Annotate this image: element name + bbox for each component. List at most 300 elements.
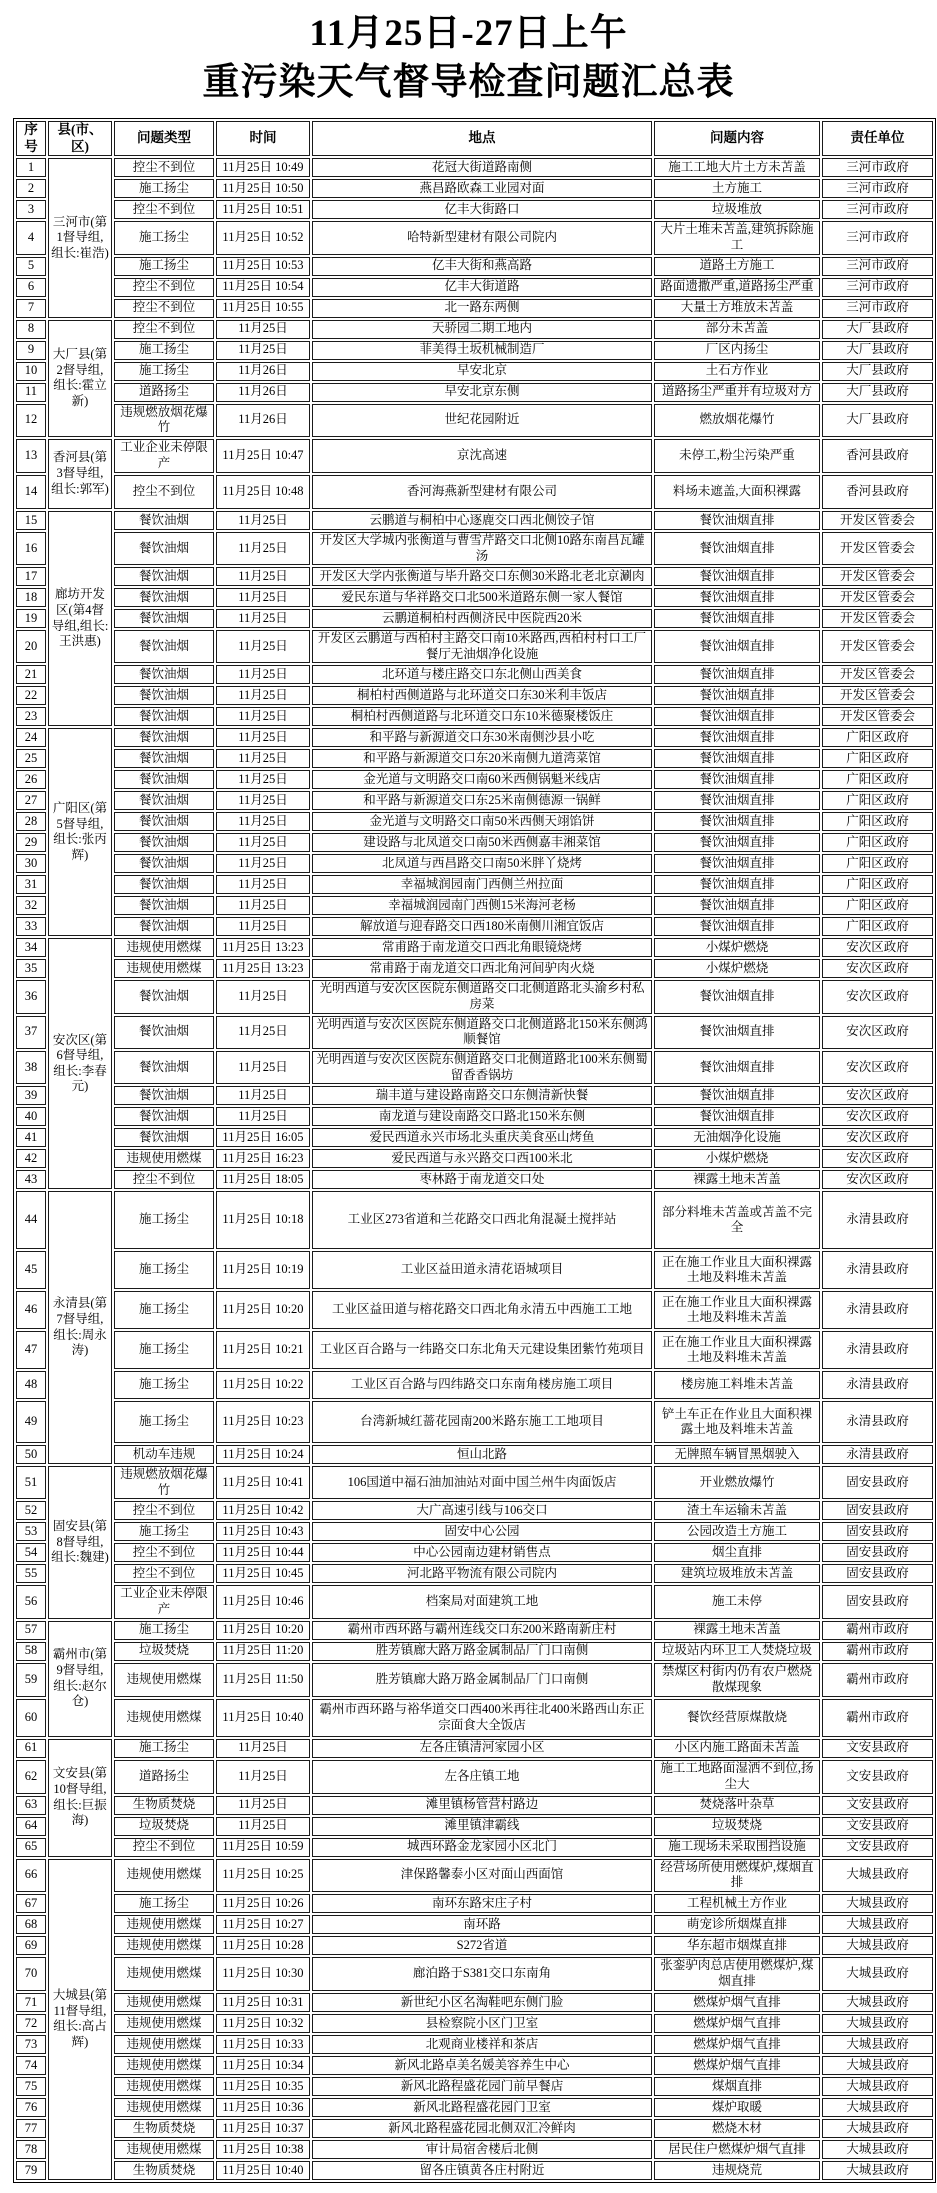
location-cell: 新风北路程盛花园门卫室 bbox=[312, 2098, 652, 2117]
problem-type-cell: 施工扬尘 bbox=[114, 257, 214, 276]
problem-type-cell: 工业企业未停限产 bbox=[114, 1585, 214, 1618]
row-number-cell: 35 bbox=[16, 959, 46, 978]
time-cell: 11月25日 16:05 bbox=[216, 1128, 310, 1147]
table-row bbox=[16, 1993, 933, 2012]
problem-type-cell: 餐饮油烟 bbox=[114, 980, 214, 1013]
unit-cell: 安次区政府 bbox=[822, 959, 933, 978]
time-cell: 11月25日 bbox=[216, 728, 310, 747]
issue-cell: 餐饮油烟直排 bbox=[654, 1086, 820, 1105]
time-cell: 11月25日 10:25 bbox=[216, 1859, 310, 1892]
problem-type-cell: 餐饮油烟 bbox=[114, 770, 214, 789]
unit-cell: 安次区政府 bbox=[822, 1170, 933, 1189]
unit-cell: 广阳区政府 bbox=[822, 749, 933, 768]
issue-cell: 餐饮油烟直排 bbox=[654, 854, 820, 873]
row-number-cell: 19 bbox=[16, 609, 46, 628]
unit-cell: 三河市政府 bbox=[822, 158, 933, 177]
row-number-cell: 10 bbox=[16, 362, 46, 381]
time-cell: 11月25日 10:28 bbox=[216, 1936, 310, 1955]
problem-type-cell: 控尘不到位 bbox=[114, 200, 214, 219]
table-row bbox=[16, 1894, 933, 1913]
time-cell: 11月25日 bbox=[216, 707, 310, 726]
location-cell: 北环道与楼庄路交口东北侧山西美食 bbox=[312, 665, 652, 684]
unit-cell: 大城县政府 bbox=[822, 1859, 933, 1892]
row-number-cell: 27 bbox=[16, 791, 46, 810]
county-cell: 固安县(第8督导组,组长:魏建) bbox=[48, 1466, 112, 1619]
unit-cell: 开发区管委会 bbox=[822, 707, 933, 726]
problem-type-cell: 施工扬尘 bbox=[114, 1621, 214, 1640]
row-number-cell: 66 bbox=[16, 1859, 46, 1892]
problem-type-cell: 控尘不到位 bbox=[114, 158, 214, 177]
unit-cell: 香河县政府 bbox=[822, 439, 933, 473]
table-row bbox=[16, 299, 933, 318]
location-cell: 亿丰大街路口 bbox=[312, 200, 652, 219]
time-cell: 11月25日 10:49 bbox=[216, 158, 310, 177]
table-row bbox=[16, 1051, 933, 1084]
time-cell: 11月25日 10:53 bbox=[216, 257, 310, 276]
time-cell: 11月25日 10:20 bbox=[216, 1621, 310, 1640]
unit-cell: 大城县政府 bbox=[822, 2119, 933, 2138]
problem-type-cell: 施工扬尘 bbox=[114, 341, 214, 360]
unit-cell: 霸州市政府 bbox=[822, 1699, 933, 1737]
table-row bbox=[16, 1191, 933, 1249]
row-number-cell: 61 bbox=[16, 1739, 46, 1758]
row-number-cell: 79 bbox=[16, 2161, 46, 2180]
time-cell: 11月25日 10:19 bbox=[216, 1251, 310, 1289]
table-row bbox=[16, 588, 933, 607]
problem-type-cell: 餐饮油烟 bbox=[114, 1051, 214, 1084]
time-cell: 11月26日 bbox=[216, 404, 310, 437]
time-cell: 11月25日 10:31 bbox=[216, 1993, 310, 2012]
location-cell: 香河海燕新型建材有限公司 bbox=[312, 475, 652, 509]
problem-type-cell: 餐饮油烟 bbox=[114, 511, 214, 530]
problem-type-cell: 违规使用燃煤 bbox=[114, 2035, 214, 2054]
location-cell: 霸州市西环路与裕华道交口西400米再往北400米路西山东正宗面食大全饭店 bbox=[312, 1699, 652, 1737]
location-cell: 胜芳镇廊大路万路金属制品厂门口南侧 bbox=[312, 1663, 652, 1697]
row-number-cell: 40 bbox=[16, 1107, 46, 1126]
issue-cell: 燃煤炉烟气直排 bbox=[654, 2056, 820, 2075]
problem-type-cell: 餐饮油烟 bbox=[114, 1086, 214, 1105]
time-cell: 11月25日 10:43 bbox=[216, 1522, 310, 1541]
row-number-cell: 48 bbox=[16, 1371, 46, 1399]
table-row bbox=[16, 1522, 933, 1541]
table-row bbox=[16, 917, 933, 936]
table-row bbox=[16, 959, 933, 978]
time-cell: 11月25日 10:54 bbox=[216, 278, 310, 297]
row-number-cell: 77 bbox=[16, 2119, 46, 2138]
problem-type-cell: 餐饮油烟 bbox=[114, 567, 214, 586]
issue-cell: 道路土方施工 bbox=[654, 257, 820, 276]
location-cell: 光明西道与安次区医院东侧道路交口北侧道路北100米东侧蜀留香香锅坊 bbox=[312, 1051, 652, 1084]
issue-cell: 小区内施工路面未苫盖 bbox=[654, 1739, 820, 1758]
issue-cell: 部分料堆未苫盖或苫盖不完全 bbox=[654, 1191, 820, 1249]
location-cell: 早安北京 bbox=[312, 362, 652, 381]
location-cell: 审计局宿舍楼后北侧 bbox=[312, 2140, 652, 2159]
issue-cell: 餐饮油烟直排 bbox=[654, 630, 820, 663]
row-number-cell: 75 bbox=[16, 2077, 46, 2096]
problem-type-cell: 违规使用燃煤 bbox=[114, 2098, 214, 2117]
row-number-cell: 46 bbox=[16, 1291, 46, 1329]
time-cell: 11月25日 11:50 bbox=[216, 1663, 310, 1697]
row-number-cell: 64 bbox=[16, 1817, 46, 1836]
time-cell: 11月25日 10:55 bbox=[216, 299, 310, 318]
row-number-cell: 22 bbox=[16, 686, 46, 705]
problem-type-cell: 餐饮油烟 bbox=[114, 609, 214, 628]
location-cell: 工业区益田道永清花语城项目 bbox=[312, 1251, 652, 1289]
issue-cell: 餐饮油烟直排 bbox=[654, 875, 820, 894]
table-row bbox=[16, 1371, 933, 1399]
table-row bbox=[16, 1621, 933, 1640]
unit-cell: 广阳区政府 bbox=[822, 896, 933, 915]
time-cell: 11月25日 bbox=[216, 1086, 310, 1105]
issue-cell: 厂区内扬尘 bbox=[654, 341, 820, 360]
row-number-cell: 52 bbox=[16, 1501, 46, 1520]
unit-cell: 广阳区政府 bbox=[822, 917, 933, 936]
unit-cell: 大城县政府 bbox=[822, 1993, 933, 2012]
problem-type-cell: 餐饮油烟 bbox=[114, 854, 214, 873]
time-cell: 11月25日 13:23 bbox=[216, 959, 310, 978]
table-row bbox=[16, 1760, 933, 1794]
unit-cell: 大城县政府 bbox=[822, 1936, 933, 1955]
time-cell: 11月25日 bbox=[216, 791, 310, 810]
issue-cell: 施工工地大片土方未苫盖 bbox=[654, 158, 820, 177]
location-cell: 云鹏道与桐柏中心逐鹿交口西北侧饺子馆 bbox=[312, 511, 652, 530]
location-cell: 中心公园南边建材销售点 bbox=[312, 1543, 652, 1562]
problem-type-cell: 餐饮油烟 bbox=[114, 1016, 214, 1049]
issue-cell: 餐饮油烟直排 bbox=[654, 532, 820, 565]
time-cell: 11月25日 10:36 bbox=[216, 2098, 310, 2117]
issue-cell: 餐饮油烟直排 bbox=[654, 707, 820, 726]
table-row bbox=[16, 980, 933, 1013]
location-cell: 恒山北路 bbox=[312, 1445, 652, 1464]
time-cell: 11月25日 bbox=[216, 1016, 310, 1049]
time-cell: 11月25日 bbox=[216, 532, 310, 565]
unit-cell: 大城县政府 bbox=[822, 1915, 933, 1934]
time-cell: 11月25日 bbox=[216, 588, 310, 607]
row-number-cell: 56 bbox=[16, 1585, 46, 1618]
location-cell: 枣林路于南龙道交口处 bbox=[312, 1170, 652, 1189]
table-row bbox=[16, 404, 933, 437]
row-number-cell: 60 bbox=[16, 1699, 46, 1737]
table-row bbox=[16, 728, 933, 747]
table-row bbox=[16, 1086, 933, 1105]
table-row bbox=[16, 1796, 933, 1815]
unit-cell: 广阳区政府 bbox=[822, 812, 933, 831]
time-cell: 11月25日 11:20 bbox=[216, 1642, 310, 1661]
unit-cell: 开发区管委会 bbox=[822, 609, 933, 628]
issue-cell: 煤炉取暖 bbox=[654, 2098, 820, 2117]
time-cell: 11月25日 bbox=[216, 630, 310, 663]
unit-cell: 永清县政府 bbox=[822, 1291, 933, 1329]
table-row bbox=[16, 362, 933, 381]
issue-cell: 燃烧木材 bbox=[654, 2119, 820, 2138]
header-cell: 时间 bbox=[216, 121, 310, 157]
unit-cell: 开发区管委会 bbox=[822, 511, 933, 530]
table-row bbox=[16, 320, 933, 339]
unit-cell: 大城县政府 bbox=[822, 2014, 933, 2033]
location-cell: 城西环路金龙家园小区北门 bbox=[312, 1838, 652, 1857]
issue-cell: 垃圾站内环卫工人焚烧垃圾 bbox=[654, 1642, 820, 1661]
unit-cell: 大城县政府 bbox=[822, 2056, 933, 2075]
problem-type-cell: 控尘不到位 bbox=[114, 1838, 214, 1857]
issue-cell: 道路扬尘严重并有垃圾对方 bbox=[654, 383, 820, 402]
issue-cell: 渣土车运输未苫盖 bbox=[654, 1501, 820, 1520]
row-number-cell: 58 bbox=[16, 1642, 46, 1661]
location-cell: 爱民西道与永兴路交口西100米北 bbox=[312, 1149, 652, 1168]
problem-type-cell: 施工扬尘 bbox=[114, 179, 214, 198]
unit-cell: 霸州市政府 bbox=[822, 1642, 933, 1661]
time-cell: 11月25日 bbox=[216, 609, 310, 628]
location-cell: 南龙道与建设南路交口路北150米东侧 bbox=[312, 1107, 652, 1126]
row-number-cell: 72 bbox=[16, 2014, 46, 2033]
problem-type-cell: 控尘不到位 bbox=[114, 1501, 214, 1520]
row-number-cell: 49 bbox=[16, 1401, 46, 1443]
unit-cell: 文安县政府 bbox=[822, 1760, 933, 1794]
table-row bbox=[16, 896, 933, 915]
table-row bbox=[16, 1739, 933, 1758]
time-cell: 11月25日 10:23 bbox=[216, 1401, 310, 1443]
issue-cell: 餐饮油烟直排 bbox=[654, 511, 820, 530]
location-cell: 早安北京东侧 bbox=[312, 383, 652, 402]
row-number-cell: 6 bbox=[16, 278, 46, 297]
row-number-cell: 20 bbox=[16, 630, 46, 663]
problem-type-cell: 餐饮油烟 bbox=[114, 875, 214, 894]
issue-cell: 餐饮油烟直排 bbox=[654, 1051, 820, 1084]
row-number-cell: 69 bbox=[16, 1936, 46, 1955]
row-number-cell: 33 bbox=[16, 917, 46, 936]
table-row bbox=[16, 1331, 933, 1369]
row-number-cell: 3 bbox=[16, 200, 46, 219]
row-number-cell: 37 bbox=[16, 1016, 46, 1049]
unit-cell: 广阳区政府 bbox=[822, 791, 933, 810]
unit-cell: 安次区政府 bbox=[822, 980, 933, 1013]
location-cell: 南环东路宋庄子村 bbox=[312, 1894, 652, 1913]
table-row bbox=[16, 1445, 933, 1464]
header-cell: 问题类型 bbox=[114, 121, 214, 157]
unit-cell: 固安县政府 bbox=[822, 1522, 933, 1541]
problem-type-cell: 违规使用燃煤 bbox=[114, 2140, 214, 2159]
location-cell: 胜芳镇廊大路万路金属制品厂门口南侧 bbox=[312, 1642, 652, 1661]
table-row bbox=[16, 1585, 933, 1618]
problem-type-cell: 违规燃放烟花爆竹 bbox=[114, 1466, 214, 1499]
location-cell: 新风北路卓美名媛美容养生中心 bbox=[312, 2056, 652, 2075]
problem-type-cell: 施工扬尘 bbox=[114, 1522, 214, 1541]
time-cell: 11月25日 10:33 bbox=[216, 2035, 310, 2054]
issue-cell: 餐饮油烟直排 bbox=[654, 917, 820, 936]
issue-cell: 部分未苫盖 bbox=[654, 320, 820, 339]
problem-type-cell: 餐饮油烟 bbox=[114, 1128, 214, 1147]
unit-cell: 大厂县政府 bbox=[822, 341, 933, 360]
unit-cell: 开发区管委会 bbox=[822, 630, 933, 663]
issue-cell: 餐饮油烟直排 bbox=[654, 833, 820, 852]
location-cell: 和平路与新源道交口东25米南侧德源一锅鲜 bbox=[312, 791, 652, 810]
row-number-cell: 34 bbox=[16, 938, 46, 957]
issue-cell: 垃圾堆放 bbox=[654, 200, 820, 219]
issue-cell: 餐饮油烟直排 bbox=[654, 770, 820, 789]
issue-cell: 餐饮油烟直排 bbox=[654, 749, 820, 768]
problem-type-cell: 违规使用燃煤 bbox=[114, 1915, 214, 1934]
table-row bbox=[16, 383, 933, 402]
time-cell: 11月25日 bbox=[216, 1051, 310, 1084]
issue-cell: 裸露土地未苫盖 bbox=[654, 1170, 820, 1189]
issue-cell: 餐饮油烟直排 bbox=[654, 1016, 820, 1049]
table-row bbox=[16, 1251, 933, 1289]
problem-type-cell: 控尘不到位 bbox=[114, 278, 214, 297]
row-number-cell: 12 bbox=[16, 404, 46, 437]
issue-cell: 燃放烟花爆竹 bbox=[654, 404, 820, 437]
location-cell: 开发区云鹏道与西柏村主路交口南10米路西,西柏村村口工厂餐厅无油烟净化设施 bbox=[312, 630, 652, 663]
issue-cell: 路面遗撒严重,道路扬尘严重 bbox=[654, 278, 820, 297]
problem-type-cell: 餐饮油烟 bbox=[114, 791, 214, 810]
row-number-cell: 32 bbox=[16, 896, 46, 915]
location-cell: 左各庄镇工地 bbox=[312, 1760, 652, 1794]
issue-cell: 未停工,粉尘污染严重 bbox=[654, 439, 820, 473]
table-row bbox=[16, 1642, 933, 1661]
time-cell: 11月25日 10:45 bbox=[216, 1564, 310, 1583]
table-row bbox=[16, 2140, 933, 2159]
row-number-cell: 18 bbox=[16, 588, 46, 607]
location-cell: 新世纪小区名淘鞋吧东侧门脸 bbox=[312, 1993, 652, 2012]
row-number-cell: 30 bbox=[16, 854, 46, 873]
problem-type-cell: 施工扬尘 bbox=[114, 1331, 214, 1369]
unit-cell: 大厂县政府 bbox=[822, 383, 933, 402]
issue-cell: 土石方作业 bbox=[654, 362, 820, 381]
issue-cell: 建筑垃圾堆放未苫盖 bbox=[654, 1564, 820, 1583]
time-cell: 11月25日 10:32 bbox=[216, 2014, 310, 2033]
header-cell: 县(市、区) bbox=[48, 121, 112, 157]
row-number-cell: 14 bbox=[16, 475, 46, 509]
location-cell: S272省道 bbox=[312, 1936, 652, 1955]
unit-cell: 大城县政府 bbox=[822, 2077, 933, 2096]
unit-cell: 三河市政府 bbox=[822, 257, 933, 276]
table-row bbox=[16, 257, 933, 276]
table-row bbox=[16, 665, 933, 684]
time-cell: 11月25日 bbox=[216, 833, 310, 852]
table-row bbox=[16, 938, 933, 957]
unit-cell: 大城县政府 bbox=[822, 1894, 933, 1913]
row-number-cell: 54 bbox=[16, 1543, 46, 1562]
unit-cell: 开发区管委会 bbox=[822, 588, 933, 607]
unit-cell: 固安县政府 bbox=[822, 1501, 933, 1520]
inspection-summary-table bbox=[13, 118, 936, 2183]
issue-cell: 华东超市烟煤直排 bbox=[654, 1936, 820, 1955]
location-cell: 金光道与文明路交口南50米西侧天翊馅饼 bbox=[312, 812, 652, 831]
unit-cell: 文安县政府 bbox=[822, 1796, 933, 1815]
issue-cell: 餐饮经营原煤散烧 bbox=[654, 1699, 820, 1737]
problem-type-cell: 违规使用燃煤 bbox=[114, 1149, 214, 1168]
row-number-cell: 68 bbox=[16, 1915, 46, 1934]
table-row bbox=[16, 475, 933, 509]
table-row bbox=[16, 1859, 933, 1892]
location-cell: 幸福城润园南门西侧15米海河老杨 bbox=[312, 896, 652, 915]
location-cell: 县检察院小区门卫室 bbox=[312, 2014, 652, 2033]
row-number-cell: 74 bbox=[16, 2056, 46, 2075]
table-row bbox=[16, 2035, 933, 2054]
issue-cell: 土方施工 bbox=[654, 179, 820, 198]
problem-type-cell: 违规使用燃煤 bbox=[114, 938, 214, 957]
unit-cell: 三河市政府 bbox=[822, 200, 933, 219]
issue-cell: 小煤炉燃烧 bbox=[654, 938, 820, 957]
table-row bbox=[16, 1170, 933, 1189]
location-cell: 常甫路于南龙道交口西北角眼镜烧烤 bbox=[312, 938, 652, 957]
table-row bbox=[16, 221, 933, 254]
location-cell: 左各庄镇清河家园小区 bbox=[312, 1739, 652, 1758]
time-cell: 11月25日 10:47 bbox=[216, 439, 310, 473]
issue-cell: 煤烟直排 bbox=[654, 2077, 820, 2096]
location-cell: 建设路与北凤道交口南50米西侧嘉丰湘菜馆 bbox=[312, 833, 652, 852]
table-row bbox=[16, 2056, 933, 2075]
table-row bbox=[16, 749, 933, 768]
table-row bbox=[16, 1128, 933, 1147]
header-cell: 序号 bbox=[16, 121, 46, 157]
row-number-cell: 55 bbox=[16, 1564, 46, 1583]
time-cell: 11月25日 bbox=[216, 770, 310, 789]
problem-type-cell: 施工扬尘 bbox=[114, 1371, 214, 1399]
issue-cell: 餐饮油烟直排 bbox=[654, 980, 820, 1013]
time-cell: 11月25日 bbox=[216, 854, 310, 873]
issue-cell: 餐饮油烟直排 bbox=[654, 588, 820, 607]
table-row bbox=[16, 1817, 933, 1836]
row-number-cell: 43 bbox=[16, 1170, 46, 1189]
problem-type-cell: 控尘不到位 bbox=[114, 475, 214, 509]
row-number-cell: 53 bbox=[16, 1522, 46, 1541]
location-cell: 桐柏村西侧道路与北环道交口东30米利丰饭店 bbox=[312, 686, 652, 705]
row-number-cell: 28 bbox=[16, 812, 46, 831]
time-cell: 11月25日 bbox=[216, 665, 310, 684]
problem-type-cell: 垃圾焚烧 bbox=[114, 1642, 214, 1661]
table-row bbox=[16, 1401, 933, 1443]
unit-cell: 文安县政府 bbox=[822, 1838, 933, 1857]
unit-cell: 广阳区政府 bbox=[822, 728, 933, 747]
unit-cell: 大城县政府 bbox=[822, 2098, 933, 2117]
unit-cell: 固安县政府 bbox=[822, 1466, 933, 1499]
location-cell: 留各庄镇黄各庄村附近 bbox=[312, 2161, 652, 2180]
county-cell: 广阳区(第5督导组,组长:张丙辉) bbox=[48, 728, 112, 936]
issue-cell: 正在施工作业且大面积裸露土地及料堆未苫盖 bbox=[654, 1331, 820, 1369]
location-cell: 工业区益田道与榕花路交口西北角永清五中西施工工地 bbox=[312, 1291, 652, 1329]
problem-type-cell: 餐饮油烟 bbox=[114, 686, 214, 705]
unit-cell: 安次区政府 bbox=[822, 1016, 933, 1049]
county-cell: 香河县(第3督导组,组长:郭军) bbox=[48, 439, 112, 509]
header-row bbox=[16, 121, 933, 157]
time-cell: 11月25日 10:27 bbox=[216, 1915, 310, 1934]
time-cell: 11月25日 bbox=[216, 1107, 310, 1126]
time-cell: 11月25日 bbox=[216, 896, 310, 915]
problem-type-cell: 生物质焚烧 bbox=[114, 2119, 214, 2138]
problem-type-cell: 违规使用燃煤 bbox=[114, 2014, 214, 2033]
location-cell: 爱民西道永兴市场北头重庆美食巫山烤鱼 bbox=[312, 1128, 652, 1147]
row-number-cell: 8 bbox=[16, 320, 46, 339]
row-number-cell: 11 bbox=[16, 383, 46, 402]
unit-cell: 霸州市政府 bbox=[822, 1621, 933, 1640]
time-cell: 11月25日 10:34 bbox=[216, 2056, 310, 2075]
location-cell: 滩里镇杨管营村路边 bbox=[312, 1796, 652, 1815]
problem-type-cell: 道路扬尘 bbox=[114, 383, 214, 402]
problem-type-cell: 餐饮油烟 bbox=[114, 1107, 214, 1126]
county-cell: 安次区(第6督导组,组长:李春元) bbox=[48, 938, 112, 1189]
table-row bbox=[16, 158, 933, 177]
time-cell: 11月25日 bbox=[216, 749, 310, 768]
unit-cell: 永清县政府 bbox=[822, 1371, 933, 1399]
row-number-cell: 71 bbox=[16, 1993, 46, 2012]
row-number-cell: 16 bbox=[16, 532, 46, 565]
issue-cell: 燃煤炉烟气直排 bbox=[654, 2035, 820, 2054]
time-cell: 11月25日 10:20 bbox=[216, 1291, 310, 1329]
problem-type-cell: 控尘不到位 bbox=[114, 320, 214, 339]
row-number-cell: 7 bbox=[16, 299, 46, 318]
table-row bbox=[16, 1838, 933, 1857]
table-row bbox=[16, 179, 933, 198]
table-row bbox=[16, 567, 933, 586]
